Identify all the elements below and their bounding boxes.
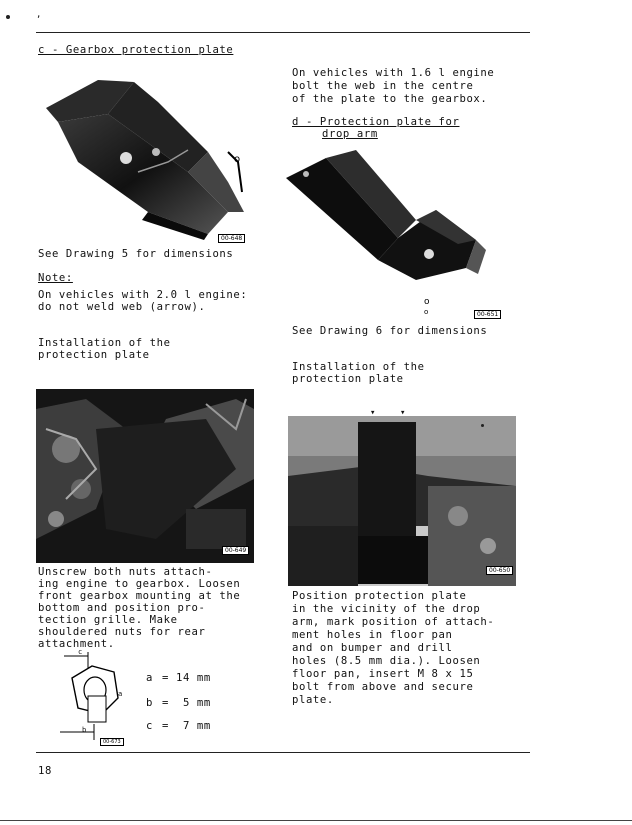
nut-label-c: c [78, 648, 83, 656]
photo-drop-arm-installation [288, 416, 516, 586]
note-heading: Note: [38, 272, 73, 284]
dimension-value: 14 mm [176, 672, 211, 684]
figure-tag: 00-651 [474, 310, 501, 319]
figure-tag: 00-650 [486, 566, 513, 575]
bottom-rule [36, 752, 530, 753]
nut-label-b: b [82, 726, 87, 734]
figure-gearbox-plate [38, 62, 252, 244]
svg-text:o: o [234, 154, 241, 165]
paragraph-line: floor pan, insert M 8 x 15 [292, 668, 474, 680]
dimension-equals: = [162, 697, 169, 709]
section-d-title: drop arm [322, 128, 378, 140]
figure-tag: 00-648 [218, 234, 245, 243]
section-d-title: d - Protection plate for [292, 116, 460, 128]
paragraph-line: holes (8.5 mm dia.). Loosen [292, 655, 481, 667]
engine-note-line: of the plate to the gearbox. [292, 93, 488, 105]
nut-label-a: a [118, 690, 123, 698]
engine-note-line: bolt the web in the centre [292, 80, 474, 92]
paragraph-line: shouldered nuts for rear [38, 626, 206, 638]
paragraph-line: and on bumper and drill [292, 642, 453, 654]
dimension-equals: = [162, 720, 169, 732]
paragraph-line: Unscrew both nuts attach- [38, 566, 213, 578]
page-number: 18 [38, 765, 52, 777]
note-line: On vehicles with 2.0 l engine: [38, 289, 248, 301]
note-line: do not weld web (arrow). [38, 301, 206, 313]
dimension-value: 5 mm [176, 697, 211, 709]
paragraph-line: arm, mark position of attach- [292, 616, 495, 628]
svg-text:o: o [424, 308, 429, 316]
paragraph-line: bottom and position pro- [38, 602, 206, 614]
install-heading: protection plate [38, 349, 150, 361]
top-rule [36, 32, 530, 33]
paragraph-line: bolt from above and secure [292, 681, 474, 693]
see-drawing-5: See Drawing 5 for dimensions [38, 248, 234, 260]
arrow-marker: ▾ [400, 408, 406, 418]
install-heading: Installation of the [38, 337, 171, 349]
dimension-value: 7 mm [176, 720, 211, 732]
arrow-marker: ▾ [370, 408, 376, 418]
scan-mark [6, 15, 10, 19]
dimension-label: c [146, 720, 153, 732]
install-heading: Installation of the [292, 361, 425, 373]
paragraph-line: plate. [292, 694, 334, 706]
install-heading: protection plate [292, 373, 404, 385]
paragraph-line: front gearbox mounting at the [38, 590, 241, 602]
section-c-title: c - Gearbox protection plate [38, 44, 234, 56]
paragraph-line: attachment. [38, 638, 115, 650]
paragraph-line: ment holes in floor pan [292, 629, 453, 641]
shouldered-nut-drawing [52, 648, 142, 748]
see-drawing-6: See Drawing 6 for dimensions [292, 325, 488, 337]
figure-tag: 00-649 [222, 546, 249, 555]
scan-mark [481, 424, 484, 427]
dimension-equals: = [162, 672, 169, 684]
paragraph-line: in the vicinity of the drop [292, 603, 481, 615]
photo-engine-gearbox [36, 389, 254, 563]
paragraph-line: ing engine to gearbox. Loosen [38, 578, 241, 590]
scan-mark: , [36, 10, 42, 20]
paragraph-line: tection grille. Make [38, 614, 178, 626]
dimension-label: a [146, 672, 153, 684]
dimension-label: b [146, 697, 153, 709]
figure-tag: 00-673 [100, 738, 124, 746]
figure-drop-arm-plate [286, 150, 518, 320]
page-edge-line [0, 820, 632, 821]
svg-text:o: o [424, 297, 430, 307]
paragraph-line: Position protection plate [292, 590, 467, 602]
engine-note-line: On vehicles with 1.6 l engine [292, 67, 495, 79]
